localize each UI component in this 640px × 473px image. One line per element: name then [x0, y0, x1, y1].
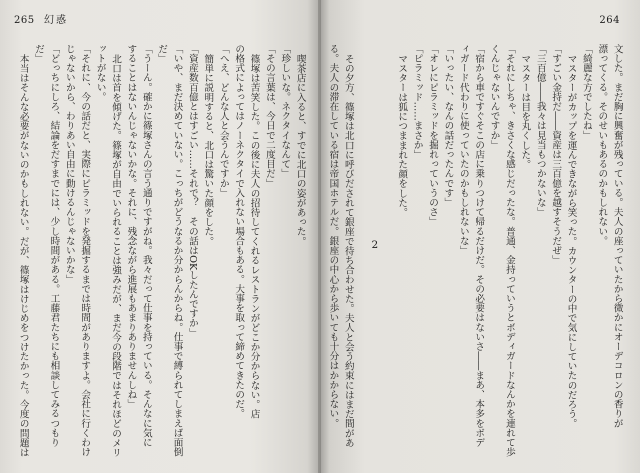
- text-column: 「綺麗な方でしたね」: [580, 44, 592, 140]
- text-column: 喫茶店に入ると、すでに北口の姿があった。: [294, 53, 306, 246]
- text-column: マスターは狐につままれた顔をした。: [396, 53, 408, 217]
- text-column: 簡単に説明すると、北口は驚いた顔をした。: [202, 53, 214, 246]
- text-column: 「その言葉は、今日で二度目だ」: [263, 44, 275, 188]
- running-head: 幻惑: [44, 15, 68, 26]
- page-number: 264: [599, 15, 620, 26]
- section-break: [356, 44, 394, 468]
- text-column: だ」: [156, 44, 168, 64]
- section-number: 2: [371, 239, 379, 251]
- text-column: 「いったい、なんの話だったんです」: [442, 44, 454, 208]
- right-text-block: [325, 44, 625, 468]
- text-column: の格式によってはノーネクタイで入れない場合もある。大事を取って締めてきたのだ。: [233, 44, 245, 419]
- text-column: ットがない。: [94, 44, 106, 102]
- text-column: 「いや、まだ決めていない。こっちがどうなるか分からんからね。仕事で縛られてしまえば面倒: [171, 44, 183, 457]
- text-column: 北口は首を傾げた。篠塚が自由でいられることは強みだが、まだ今の段階ではそれほどのメリ: [110, 53, 122, 457]
- text-column: 「それに、今の話だと、実際にピラミッドを発掘するまでは時間がありますよ。会社に行くわけ: [79, 44, 91, 457]
- text-column: 「へえ、どんな人と会うんですか」: [217, 44, 229, 198]
- text-column: 「それにしちゃ、きさくな感じだったな。普通、金持っていうとボディガードなんかを連れて歩: [503, 44, 515, 457]
- left-text-block: [15, 44, 308, 468]
- text-column: る。夫人の滞在している宿は帝国ホテルだ。銀座の中心から歩いても十分はかからない。: [327, 44, 339, 428]
- text-column: 篠塚は苦笑した。この後に夫人の招待してくれるレストランがどこか分からない。店: [248, 53, 260, 419]
- text-column: 「ピラミッド……まさか」: [411, 44, 423, 160]
- text-column: 「資産数百億とはすごい……それで？ その話はOKしたんですか」: [186, 44, 198, 338]
- text-column: 「どっちにしろ、結論をだすまでには、少し時間がある。工藤君たちにも相談してみるつもり: [48, 44, 60, 448]
- gutter-shadow: [318, 0, 321, 473]
- page-number: 265: [14, 15, 35, 26]
- text-column: マスターがカップを運んできながら笑った。カウンターの中で気にしていたのだろう。: [565, 53, 577, 428]
- text-column: 「すごい金持だ――資産は三百億を越すそうだぜ」: [550, 44, 562, 265]
- text-column: 「宿から車ですぐそこの店に乗りつけて帰るだけだ。その必要はないさ――まあ、本多をボデ: [473, 44, 485, 448]
- text-column: じゃないから、わりあい自由に動けるんじゃないかな」: [63, 44, 75, 284]
- text-column: ィガード代わりに使っていたのかもしれないな」: [457, 44, 469, 256]
- text-column: マスターは目を丸くした。: [519, 53, 531, 169]
- right-page: [320, 0, 640, 473]
- text-column: 本当はそんな必要がないのかもしれない。だが、篠塚はけじめをつけたかった。今度の問題は: [17, 53, 29, 457]
- text-column: 「オレにピラミッドを掘れっていうのさ」: [427, 44, 439, 227]
- text-column: 文した。まだ胸に興奮が残っている。夫人の座っていたから微かにオーデコロンの香りが: [611, 44, 623, 428]
- text-column: だ」: [33, 44, 45, 64]
- text-column: 「珍しいな。ネクタイなんて」: [279, 44, 291, 179]
- text-column: 「三百億――我々は見当もつかないな」: [534, 44, 546, 217]
- text-column: 「うーん。確かに篠塚さんの言う通りですがね。我々だって仕事を持っている。そんなに気に: [140, 44, 152, 448]
- text-column: 漂ってくる。そのせいもあるのかもしれない。: [596, 44, 608, 246]
- text-column: することはないんじゃないかな。それに、残念ながら進展もあまりありませんしね」: [125, 44, 137, 409]
- text-column: その夕方、篠塚は北口に呼びだされて銀座で待ち合わせた。夫人と会う約束にはまだ間があ: [342, 53, 354, 448]
- text-column: くんじゃないんですか」: [488, 44, 500, 150]
